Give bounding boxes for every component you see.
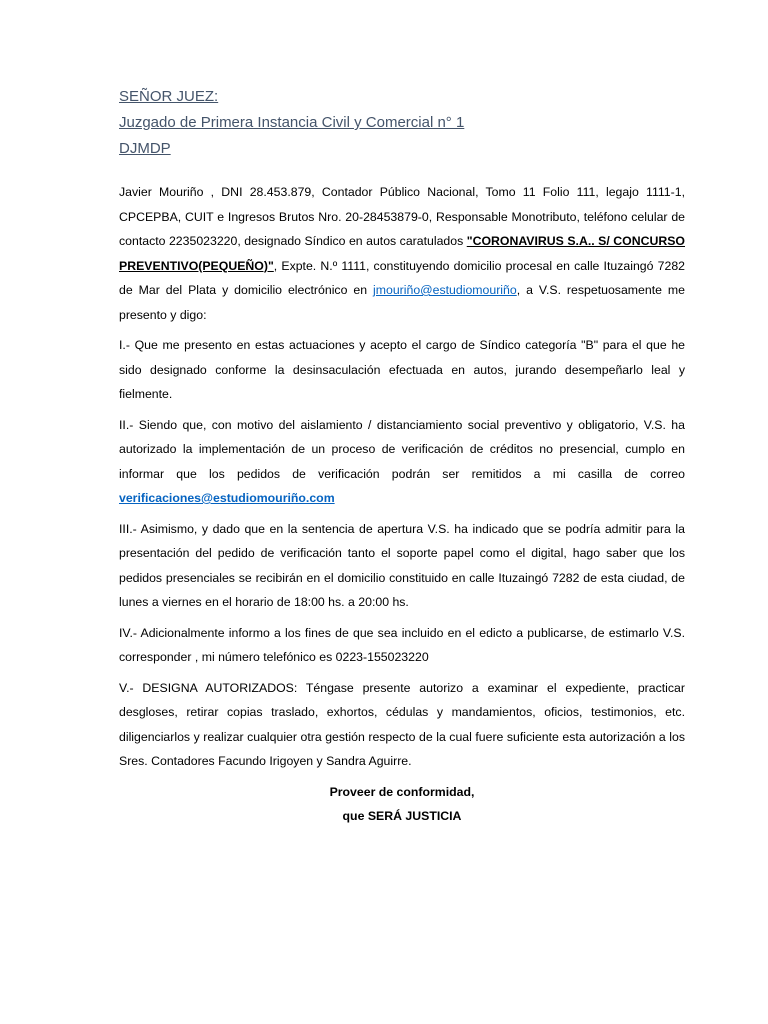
intro-text-1: Javier Mouriño , DNI 28.453.879, Contador Público Nacional, Tomo 11 Folio 111, legajo 1111-1, CPCEPBA, CUIT e Ingresos Brutos Nro. 20-28453879-0, Responsable Monotributo, teléfono celular de contacto 2235023220, designado Síndico en autos caratulados xyxy=(119,185,685,248)
intro-paragraph xyxy=(119,180,685,327)
document-page xyxy=(119,84,685,828)
section-2-text: II.- Siendo que, con motivo del aislamiento / distanciamiento social preventivo y obligatorio, V.S. ha autorizado la implementación de un proceso de verificación de créditos no presencial, cumplo en informar que los pedidos de verificación podrán ser remitidos a mi casilla de correo xyxy=(119,417,685,481)
verification-email-link[interactable]: verificaciones@estudiomouriño.com xyxy=(119,491,335,505)
section-4-paragraph: IV.- Adicionalmente informo a los fines de que sea incluido en el edicto a publicarse, de estimarlo V.S. corresponder , mi número telefónico es 0223-155023220 xyxy=(119,625,685,664)
jurisdiction-code: DJMDP xyxy=(119,140,171,157)
section-5-paragraph: V.- DESIGNA AUTORIZADOS: Téngase presente autorizo a examinar el expediente, practicar desgloses, retirar copias traslado, exhortos, cédulas y mandamientos, oficios, testimonios, etc. diligenciarlos y realizar cualquier otra gestión respecto de la cual fuere suficiente esta autorización a los Sres. Contadores Facundo Irigoyen y Sandra Aguirre. xyxy=(119,680,685,768)
section-3-paragraph: III.- Asimismo, y dado que en la sentencia de apertura V.S. ha indicado que se podría admitir para la presentación del pedido de verificación tanto el soporte papel como el digital, hago saber que los pedidos presenciales se recibirán en el domicilio constituido en calle Ituzaingó 7282 de esta ciudad, de lunes a viernes en el horario de 18:00 hs. a 20:00 hs. xyxy=(119,521,685,609)
section-2-paragraph xyxy=(119,413,685,511)
case-title: "CORONAVIRUS S.A.. S/ CONCURSO PREVENTIVO(PEQUEÑO)" xyxy=(119,234,685,273)
intro-text-2: , Expte. N.º 1111, constituyendo domicilio procesal en calle Ituzaingó 7282 de Mar del Plata y domicilio electrónico en xyxy=(119,258,685,297)
electronic-address-link[interactable]: jmouriño@estudiomouriño xyxy=(373,283,517,297)
closing-block xyxy=(119,780,685,828)
closing-line-1: Proveer de conformidad, xyxy=(329,784,475,799)
document-body xyxy=(119,180,685,774)
closing-line-2: que SERÁ JUSTICIA xyxy=(342,808,462,823)
addressee-heading: SEÑOR JUEZ: xyxy=(119,88,219,105)
court-name: Juzgado de Primera Instancia Civil y Comercial n° 1 xyxy=(119,114,465,131)
section-1-paragraph: I.- Que me presento en estas actuaciones y acepto el cargo de Síndico categoría "B" para el que he sido designado conforme la desinsaculación efectuada en autos, jurando desempeñarlo leal y fielmente. xyxy=(119,338,685,401)
intro-text-3: , a V.S. respetuosamente me presento y digo: xyxy=(119,283,685,322)
